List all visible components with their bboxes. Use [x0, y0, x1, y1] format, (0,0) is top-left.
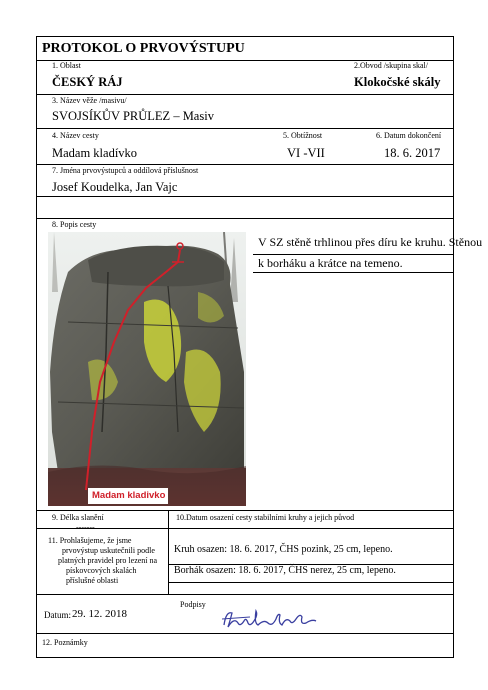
podpisy-label: Podpisy	[180, 600, 206, 609]
prvovystupci-label: 7. Jména prvovýstupců a oddílová příslušnost	[52, 166, 199, 175]
slaneni-label: 9. Délka slanění	[52, 513, 104, 522]
osazeni-label: 10.Datum osazení cesty stabilními kruhy a jejich původ	[176, 513, 355, 522]
poznamky-label: 12. Poznámky	[42, 638, 88, 647]
prvovystupci-value: Josef Koudelka, Jan Vajc	[52, 180, 178, 194]
divider	[168, 582, 454, 583]
divider	[36, 510, 454, 511]
divider	[168, 510, 169, 594]
prohlaseni-line-1: 11. Prohlašujeme, že jsme	[48, 536, 132, 545]
cesta-value: Madam kladívko	[52, 146, 138, 160]
obtiznost-label: 5. Obtížnost	[283, 131, 323, 140]
prohlaseni-line-5: příslušné oblasti	[66, 576, 119, 585]
datum-dokonceni-label: 6. Datum dokončení	[376, 131, 442, 140]
cesta-label: 4. Název cesty	[52, 131, 99, 140]
divider	[36, 218, 454, 219]
osazeni-line-2: Borhák osazen: 18. 6. 2017, ČHS nerez, 25 cm, lepeno.	[174, 565, 396, 576]
datum-label: Datum:	[44, 610, 71, 620]
prohlaseni-line-2: prvovýstup uskutečnili podle	[62, 546, 155, 555]
photo-caption: Madam kladivko	[92, 490, 166, 501]
signature-image	[220, 607, 320, 636]
slaneni-value: -------	[76, 523, 95, 532]
divider	[253, 272, 454, 273]
divider	[36, 94, 454, 95]
divider	[253, 254, 454, 255]
obvod-value: Klokočské skály	[354, 75, 441, 89]
datum-dokonceni-value: 18. 6. 2017	[384, 146, 441, 160]
popis-label: 8. Popis cesty	[52, 220, 97, 229]
osazeni-line-1: Kruh osazen: 18. 6. 2017, ČHS pozink, 25 cm, lepeno.	[174, 544, 393, 555]
route-photo	[48, 232, 246, 506]
divider	[36, 196, 454, 197]
vez-label: 3. Název věže /masivu/	[52, 96, 127, 105]
divider	[36, 528, 454, 529]
popis-line-1: V SZ stěně trhlinou přes díru ke kruhu. Stěnou	[258, 235, 483, 249]
popis-line-2: k borháku a krátce na temeno.	[258, 256, 403, 270]
divider	[36, 164, 454, 165]
oblast-label: 1. Oblast	[52, 61, 81, 70]
form-title: PROTOKOL O PRVOVÝSTUPU	[42, 41, 245, 56]
obtiznost-value: VI -VII	[287, 146, 325, 160]
vez-value: SVOJSÍKŮV PRŮLEZ – Masiv	[52, 109, 214, 123]
divider	[36, 594, 454, 595]
oblast-value: ČESKÝ RÁJ	[52, 75, 123, 89]
prohlaseni-line-3: platných pravidel pro lezení na	[58, 556, 158, 565]
obvod-label: 2.Obvod /skupina skal/	[354, 61, 428, 70]
datum-value: 29. 12. 2018	[72, 608, 127, 620]
divider	[36, 128, 454, 129]
prohlaseni-line-4: pískovcových skalách	[66, 566, 137, 575]
